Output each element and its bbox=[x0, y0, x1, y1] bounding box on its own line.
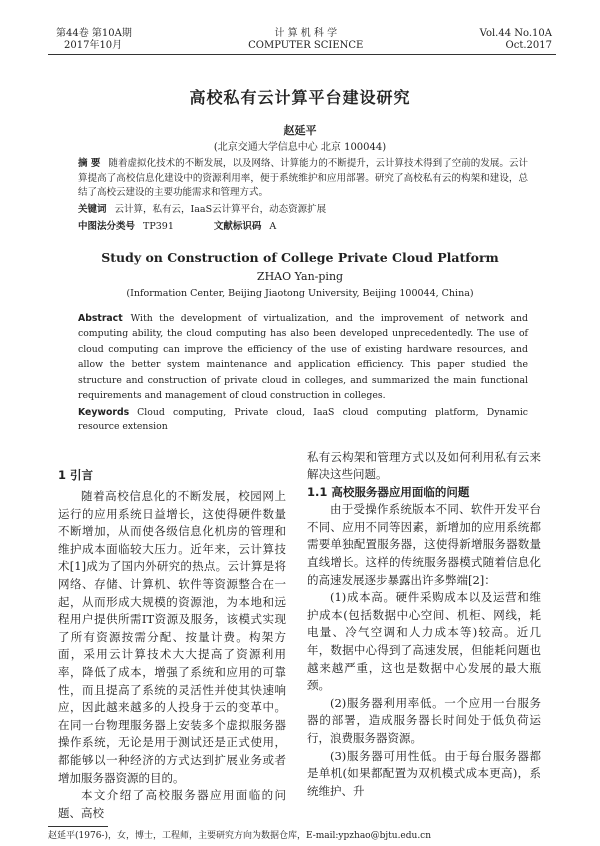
paragraph: (3)服务器可用性低。由于每台服务器都是单机(如果都配置为双机模式成本更高)，系统维护、升 bbox=[307, 748, 541, 798]
volume-issue: 第44卷 第10A期 bbox=[56, 28, 132, 39]
paragraph: 随着高校信息化的不断发展，校园网上运行的应用系统日益增长，这使得硬件数量不断增加，从而使各级信息化机房的管理和维护成本面临较大压力。近年来，云计算技术[1]成为了国内外研究的热点。云计算是将网络、存储、计算机、软件等资源整合在一起，从而形成大规模的资源池，为本地和远程用户提供所需IT资源及服务，该模式实现了所有资源按需分配、按量计费。构架方面，采用云计算技术大大提高了资源利用率，降低了成本，增强了系统和应用的可靠性，而且提高了系统的灵活性并使其快速响应，因此越来越多的人投身于云的变革中。在同一台物理服务器上安装多个虚拟服务器操作系统，无论是用于测试还是正式使用，都能够以一种经济的方式达到扩展业务或者增加服务器资源的目的。 bbox=[58, 489, 286, 785]
body-columns bbox=[58, 449, 541, 823]
classification bbox=[78, 220, 528, 235]
section-1-heading: 1 引言 bbox=[58, 467, 94, 482]
paragraph: (2)服务器利用率低。一个应用一台服务器的部署，造成服务器长时间处于低负荷运行，浪费服务器资源。 bbox=[307, 695, 541, 745]
keywords-text-en: Cloud computing, Private cloud, IaaS cloud computing platform, Dynamic resource extension bbox=[78, 406, 528, 432]
abstract-label-en: Abstract bbox=[78, 312, 123, 324]
paragraph: 本文介绍了高校服务器应用面临的问题、高校 bbox=[58, 788, 286, 820]
paragraph: (1)成本高。硬件采购成本以及运营和维护成本(包括数据中心空间、机柜、网线，耗电量、冷气空调和人力成本等)较高。近几年，数据中心得到了高速发展，但能耗问题也越来越严重，这也是数据中心发展的最大瓶颈。 bbox=[307, 590, 541, 693]
footnote-rule bbox=[48, 826, 108, 827]
paragraph: 由于受操作系统版本不同、软件开发平台不同、应用不同等因素，新增加的应用系统都需要单独配置服务器，这使得新增服务器数量直线增长。这样的传统服务器模式随着信息化的高速发展逐步暴露出许多弊端[2]： bbox=[307, 502, 541, 587]
paper-title-en: Study on Construction of College Private Cloud Platform bbox=[101, 249, 499, 265]
keywords-label-zh: 关键词 bbox=[78, 203, 107, 215]
keywords-text-zh: 云计算，私有云，IaaS云计算平台，动态资源扩展 bbox=[114, 203, 327, 215]
left-column bbox=[58, 449, 286, 823]
clc-code: TP391 bbox=[143, 221, 174, 232]
clc-label: 中图法分类号 bbox=[78, 221, 136, 232]
header-rule bbox=[48, 54, 556, 55]
running-header bbox=[0, 0, 600, 52]
journal-issue-en bbox=[480, 28, 552, 52]
paper-title-zh: 高校私有云计算平台建设研究 bbox=[189, 88, 411, 107]
author-zh: 赵延平 bbox=[283, 124, 317, 137]
issue-date-en: Oct.2017 bbox=[505, 40, 552, 51]
abstract-zh bbox=[78, 157, 528, 201]
abstract-text-zh: 随着虚拟化技术的不断发展，以及网络、计算能力的不断提升，云计算技术得到了空前的发展。云计算提高了高校信息化建设中的资源利用率，便于系统维护和应用部署。研究了高校私有云的构架和建设，总结了高校云建设的主要功能需求和管理方式。 bbox=[78, 158, 528, 198]
abstract-label-zh: 摘 要 bbox=[78, 158, 101, 169]
journal-name-en: COMPUTER SCIENCE bbox=[248, 40, 364, 51]
author-footnote: 赵延平(1976-)，女，博士，工程师，主要研究方向为数据仓库，E-mail:ypzhao@bjtu.edu.cn bbox=[48, 831, 432, 842]
abstract-en bbox=[78, 311, 528, 404]
journal-name-zh: 计 算 机 科 学 bbox=[274, 28, 338, 39]
affiliation-en: (Information Center, Beijing Jiaotong University, Beijing 100044, China) bbox=[126, 287, 474, 299]
doc-code: A bbox=[269, 221, 277, 232]
journal-issue bbox=[56, 28, 132, 52]
issue-date: 2017年10月 bbox=[64, 40, 123, 51]
doc-code-label: 文献标识码 bbox=[213, 221, 262, 232]
journal-name bbox=[248, 28, 363, 52]
section-1-1-heading: 1.1 高校服务器应用面临的问题 bbox=[307, 484, 470, 499]
abstract-text-en: With the development of virtualization, and the improvement of network and computing ability, the cloud computing has also been developed unprecedentedly. The use of cloud computing can improve the efficiency of the use of existing hardware resources, and allow the better system maintenance and application efficiency. This paper studied the structure and construction of private cloud in colleges, and summarized the main functional requirements and management of cloud construction in colleges. bbox=[78, 312, 528, 401]
paragraph: 私有云构架和管理方式以及如何利用私有云来解决这些问题。 bbox=[307, 449, 541, 482]
volume-issue-en: Vol.44 No.10A bbox=[479, 28, 552, 39]
keywords-zh bbox=[78, 203, 528, 218]
affiliation-zh: (北京交通大学信息中心 北京 100044) bbox=[213, 142, 387, 153]
right-column bbox=[307, 449, 541, 801]
author-en: ZHAO Yan-ping bbox=[256, 269, 344, 283]
keywords-label-en: Keywords bbox=[78, 406, 130, 418]
keywords-en bbox=[78, 406, 528, 435]
